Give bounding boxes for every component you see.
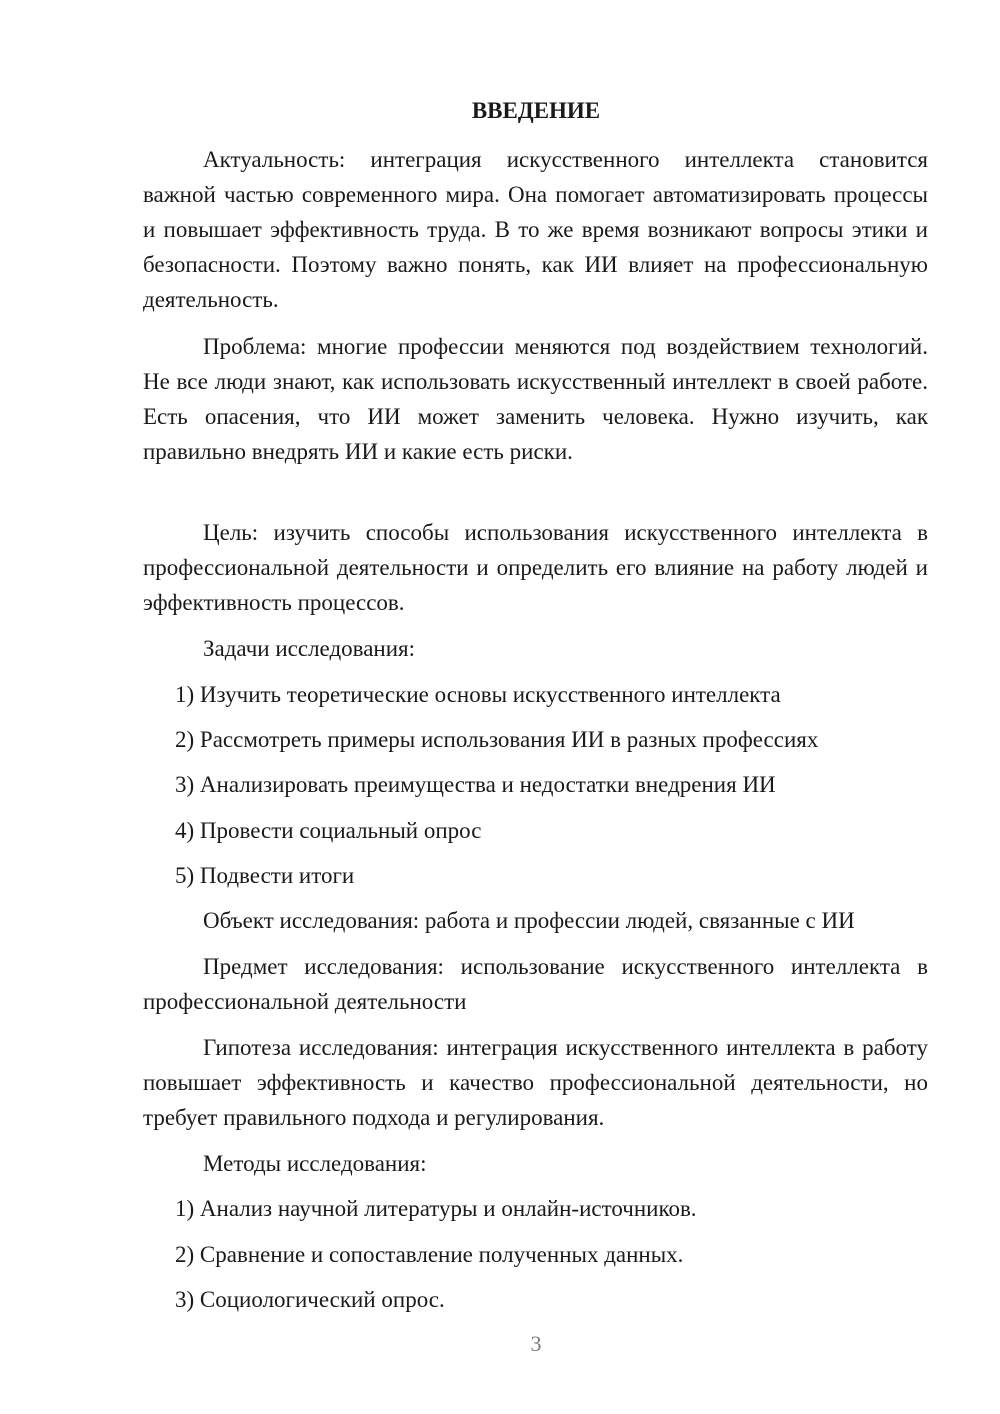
method-item: 1) Анализ научной литературы и онлайн-источников.	[175, 1196, 697, 1221]
method-item: 2) Сравнение и сопоставление полученных данных.	[175, 1242, 684, 1267]
goal-paragraph: Цель: изучить способы использования искусственного интеллекта в профессиональной деятельности и определить его влияние на работу людей и эффективность процессов.	[143, 520, 928, 615]
task-item-2-block	[143, 722, 928, 757]
method-item-1-block	[143, 1191, 928, 1226]
tasks-title: Задачи исследования:	[203, 636, 416, 661]
page-number: 3	[530, 1331, 542, 1356]
task-item: 5) Подвести итоги	[175, 863, 355, 888]
task-item-1-block	[143, 677, 928, 712]
task-item: 1) Изучить теоретические основы искусственного интеллекта	[175, 682, 781, 707]
goal-block	[143, 515, 928, 620]
subject-paragraph: Предмет исследования: использование искусственного интеллекта в профессиональной деятельности	[143, 954, 928, 1014]
task-item-5-block	[143, 858, 928, 893]
section-heading: ВВЕДЕНИЕ	[471, 98, 601, 123]
task-item: 3) Анализировать преимущества и недостатки внедрения ИИ	[175, 772, 776, 797]
task-item: 2) Рассмотреть примеры использования ИИ в разных профессиях	[175, 727, 819, 752]
relevance-block	[143, 142, 928, 317]
method-item: 3) Социологический опрос.	[175, 1287, 445, 1312]
hypothesis-block	[143, 1030, 928, 1135]
hypothesis-paragraph: Гипотеза исследования: интеграция искусственного интеллекта в работу повышает эффективность и качество профессиональной деятельности, но требует правильного подхода и регулирования.	[143, 1035, 928, 1130]
method-item-3-block	[143, 1282, 928, 1317]
task-item-4-block	[143, 813, 928, 848]
tasks-title-block	[143, 631, 928, 666]
task-item-3-block	[143, 767, 928, 802]
object-paragraph: Объект исследования: работа и профессии людей, связанные с ИИ	[203, 908, 855, 933]
methods-title: Методы исследования:	[203, 1151, 427, 1176]
task-item: 4) Провести социальный опрос	[175, 818, 482, 843]
subject-block	[143, 949, 928, 1019]
problem-paragraph: Проблема: многие профессии меняются под воздействием технологий. Не все люди знают, как использовать искусственный интеллект в своей работе. Есть опасения, что ИИ может заменить человека. Нужно изучить, как правильно внедрять ИИ и какие есть риски.	[143, 334, 928, 464]
methods-title-block	[143, 1146, 928, 1181]
relevance-paragraph: Актуальность: интеграция искусственного интеллекта становится важной частью современного мира. Она помогает автоматизировать процессы и повышает эффективность труда. В то же время возникают вопросы этики и безопасности. Поэтому важно понять, как ИИ влияет на профессиональную деятельность.	[143, 147, 928, 312]
problem-block	[143, 329, 928, 469]
method-item-2-block	[143, 1237, 928, 1272]
object-block	[143, 903, 928, 938]
